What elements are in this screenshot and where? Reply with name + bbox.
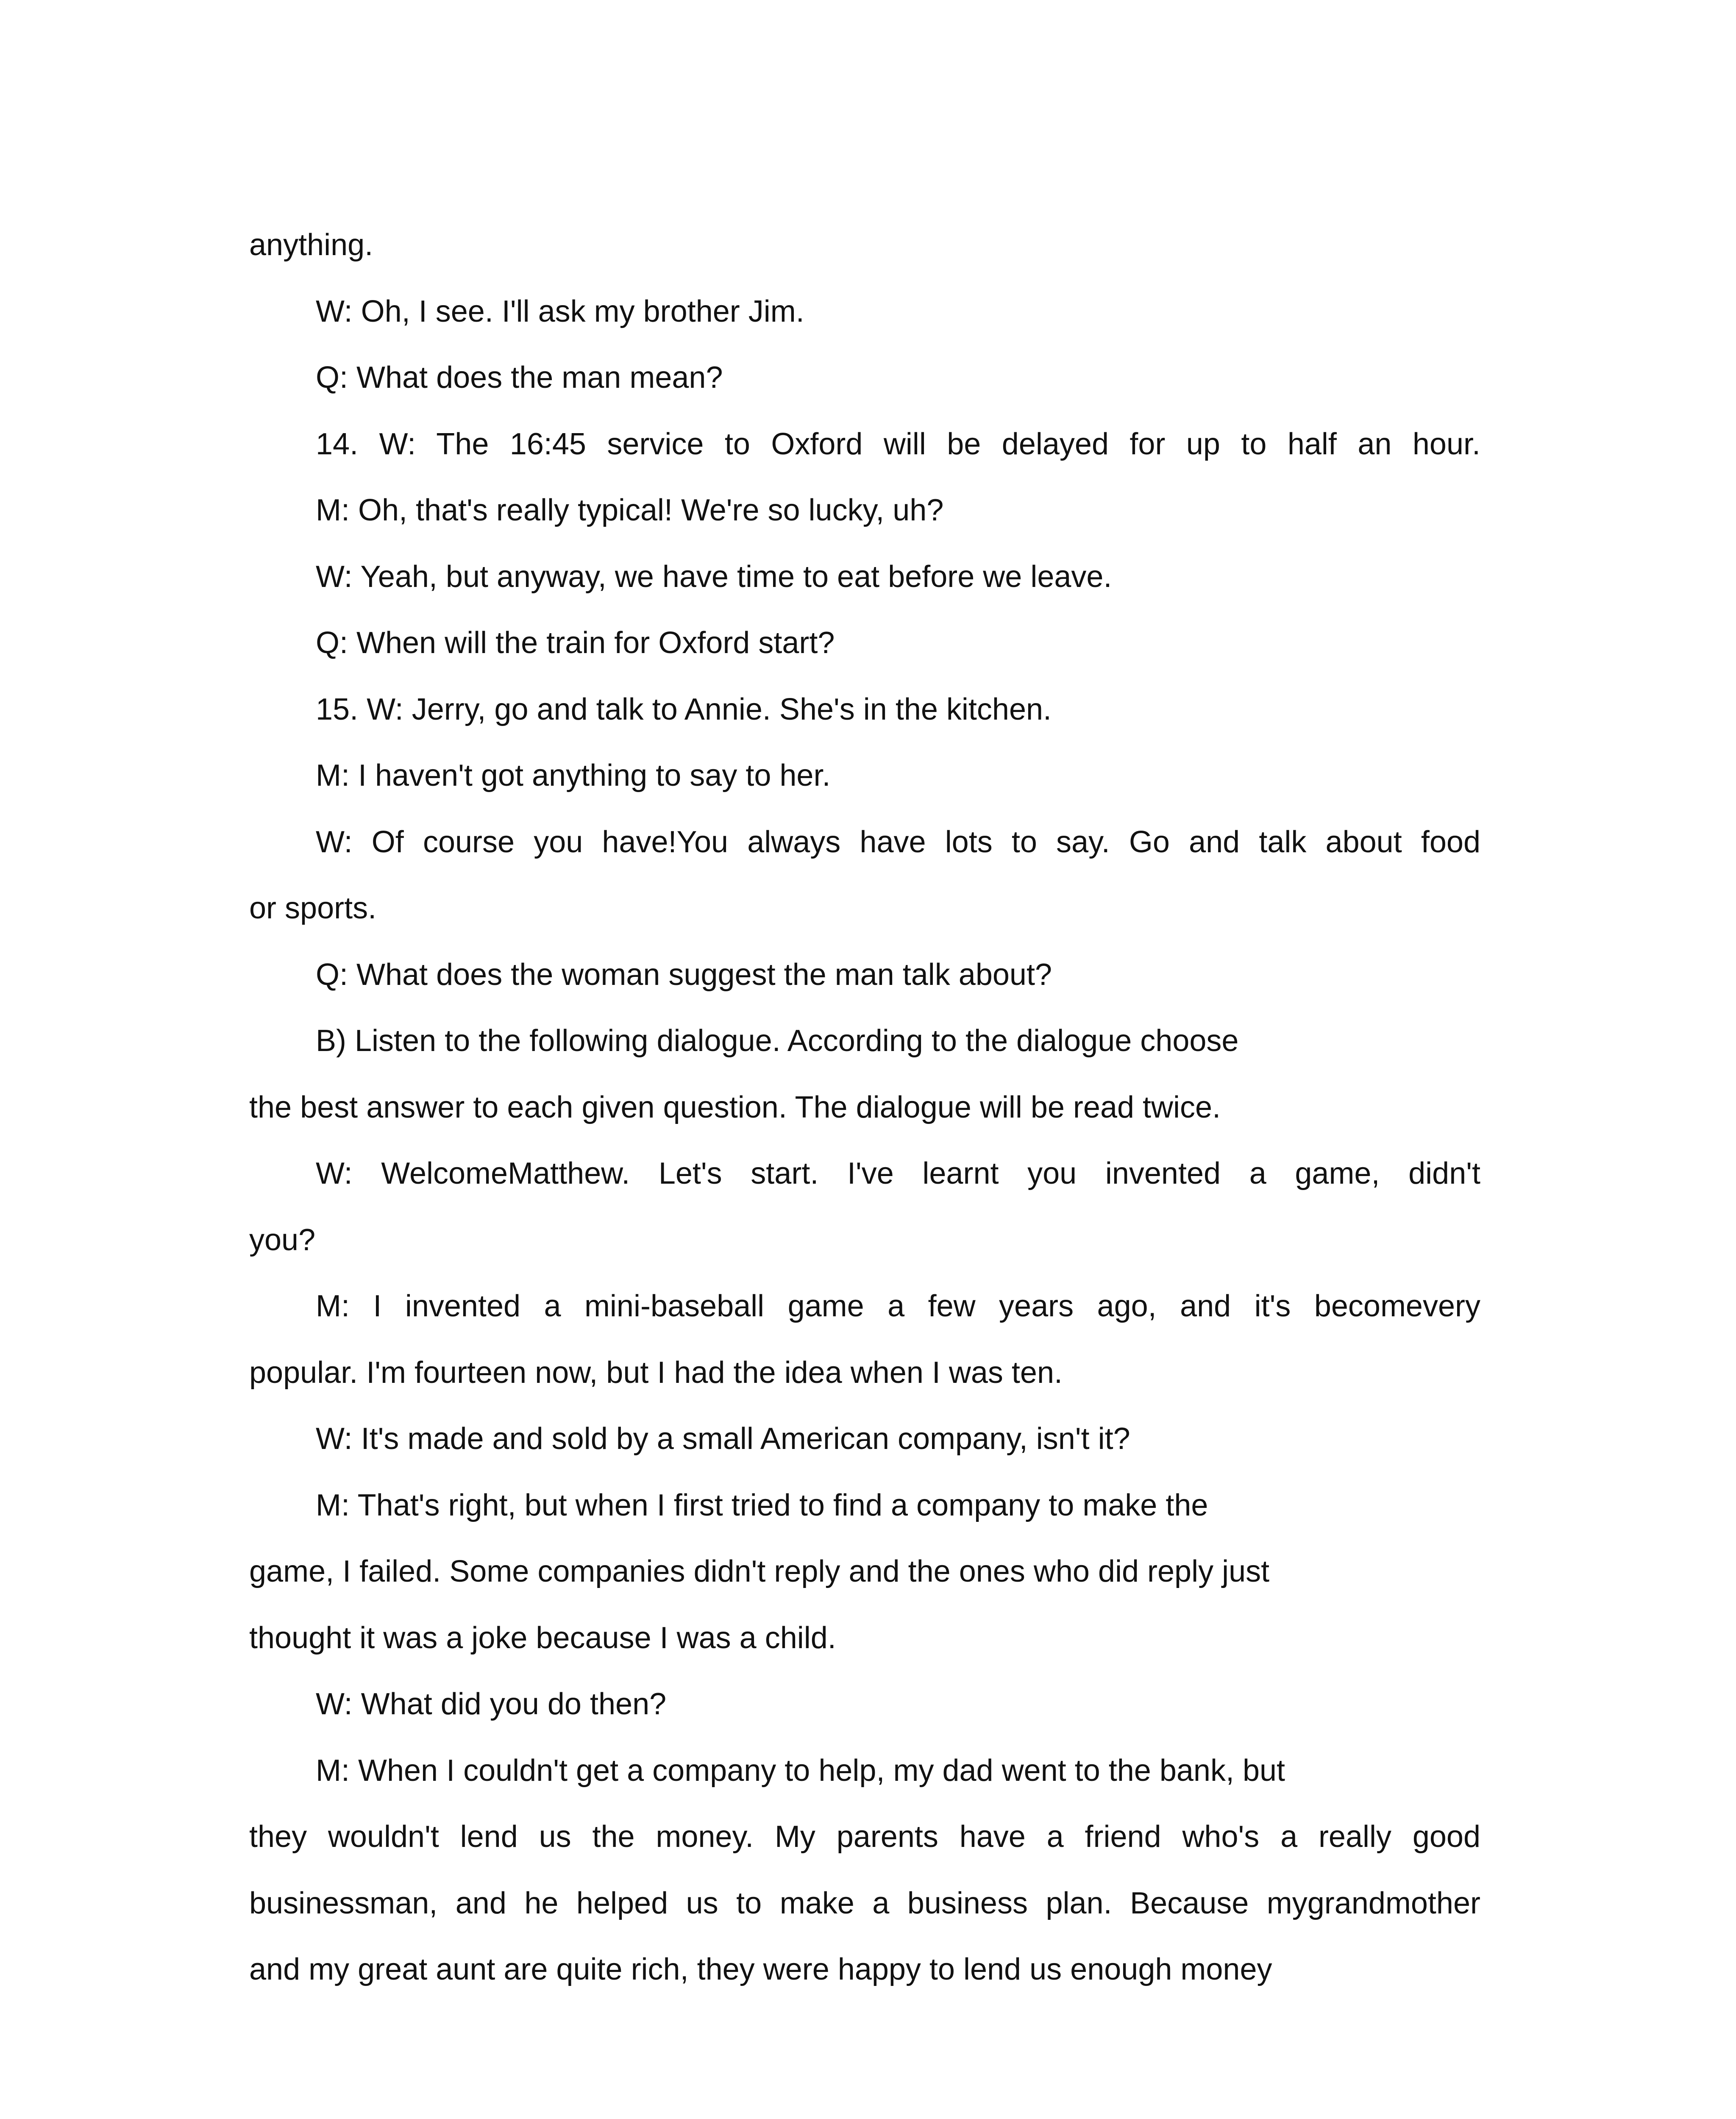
text-line-22: thought it was a joke because I was a child. — [249, 1621, 836, 1655]
text-line-8: 15. W: Jerry, go and talk to Annie. She's in the kitchen. — [316, 692, 1052, 726]
text-line-25: they wouldn't lend us the money. My parents have a friend who's a really good — [249, 1820, 1480, 1854]
text-line-4: 14. W: The 16:45 service to Oxford will be delayed for up to half an hour. — [316, 427, 1480, 461]
text-line-26: businessman, and he helped us to make a business plan. Because mygrandmother — [249, 1886, 1480, 1920]
text-line-13: B) Listen to the following dialogue. According to the dialogue choose — [316, 1024, 1239, 1058]
text-line-21: game, I failed. Some companies didn't reply and the ones who did reply just — [249, 1554, 1270, 1588]
text-line-19: W: It's made and sold by a small American company, isn't it? — [316, 1422, 1130, 1456]
text-line-1: anything. — [249, 228, 373, 262]
text-line-5: M: Oh, that's really typical! We're so lucky, uh? — [316, 493, 944, 527]
text-line-7: Q: When will the train for Oxford start? — [316, 626, 835, 660]
text-line-24: M: When I couldn't get a company to help, my dad went to the bank, but — [316, 1753, 1285, 1788]
dialogue-text — [249, 212, 1480, 2003]
text-line-18: popular. I'm fourteen now, but I had the idea when I was ten. — [249, 1355, 1063, 1390]
text-line-6: W: Yeah, but anyway, we have time to eat before we leave. — [316, 559, 1112, 594]
text-line-15: W: WelcomeMatthew. Let's start. I've learnt you invented a game, didn't — [316, 1157, 1480, 1190]
text-line-9: M: I haven't got anything to say to her. — [316, 759, 831, 793]
text-line-14: the best answer to each given question. The dialogue will be read twice. — [249, 1090, 1221, 1124]
text-line-12: Q: What does the woman suggest the man talk about? — [316, 957, 1052, 992]
text-line-17: M: I invented a mini-baseball game a few years ago, and it's becomevery — [316, 1289, 1480, 1323]
text-line-11: or sports. — [249, 891, 377, 925]
text-line-2: W: Oh, I see. I'll ask my brother Jim. — [316, 294, 804, 328]
text-line-20: M: That's right, but when I first tried to find a company to make the — [316, 1488, 1208, 1522]
text-line-27: and my great aunt are quite rich, they were happy to lend us enough money — [249, 1952, 1272, 1986]
text-line-16: you? — [249, 1223, 316, 1257]
text-line-10: W: Of course you have!You always have lots to say. Go and talk about food — [316, 825, 1480, 859]
text-line-3: Q: What does the man mean? — [316, 361, 723, 395]
text-line-23: W: What did you do then? — [316, 1687, 667, 1721]
